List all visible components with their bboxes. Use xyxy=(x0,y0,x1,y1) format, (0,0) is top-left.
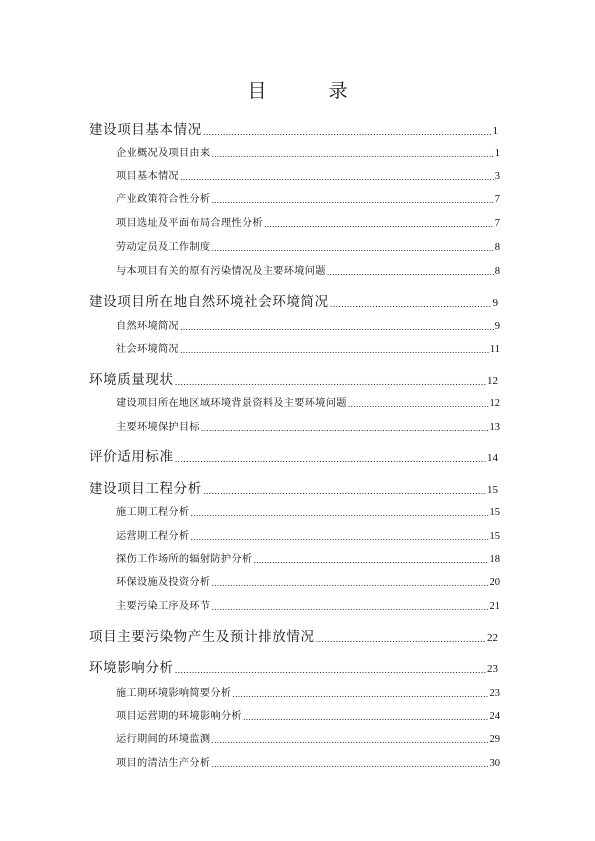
toc-chapter-entry xyxy=(89,368,498,388)
toc-chapter-entry xyxy=(89,477,498,497)
toc-page-number: 8 xyxy=(494,266,500,277)
toc-entry-label: 企业概况及项目由来 xyxy=(116,148,211,159)
toc-dot-leader xyxy=(211,578,488,588)
toc-entry-label: 自然环境简况 xyxy=(116,321,179,332)
toc-entry-label: 与本项目有关的原有污染情况及主要环境问题 xyxy=(116,266,326,277)
toc-section-entry xyxy=(116,707,500,722)
toc-entry-label: 项目运营期的环境影响分析 xyxy=(116,711,242,722)
toc-section-entry xyxy=(116,503,500,518)
toc-section-entry xyxy=(116,144,500,159)
toc-page-number: 11 xyxy=(489,344,500,355)
toc-entry-label: 施工期环境影响简要分析 xyxy=(116,688,232,699)
toc-dot-leader xyxy=(327,267,494,277)
toc-dot-leader xyxy=(316,630,486,644)
toc-section-entry xyxy=(116,418,500,433)
toc-dot-leader xyxy=(243,712,489,722)
toc-dot-leader xyxy=(180,322,494,332)
toc-page-number: 7 xyxy=(494,218,500,229)
toc-page-number: 13 xyxy=(489,422,500,433)
toc-section-entry xyxy=(116,214,500,229)
toc-section-entry xyxy=(116,167,500,182)
toc-entry-label: 主要环境保护目标 xyxy=(116,422,200,433)
toc-entry-label: 环境质量现状 xyxy=(89,372,174,388)
toc-dot-leader xyxy=(175,661,486,675)
toc-dot-leader xyxy=(180,172,494,182)
toc-section-entry xyxy=(116,527,500,542)
toc-dot-leader xyxy=(211,195,493,205)
toc-page-number: 22 xyxy=(487,632,498,644)
toc-entry-label: 产业政策符合性分析 xyxy=(116,194,211,205)
toc-page-number: 8 xyxy=(494,242,500,253)
toc-page-number: 15 xyxy=(489,507,500,518)
page-title xyxy=(0,76,595,103)
toc-entry-label: 建设项目所在地自然环境社会环境简况 xyxy=(89,294,329,310)
toc-chapter-entry xyxy=(89,290,498,310)
toc-dot-leader xyxy=(211,149,493,159)
toc-section-entry xyxy=(116,573,500,588)
toc-section-entry xyxy=(116,684,500,699)
toc-page-number: 12 xyxy=(487,375,498,387)
toc-section-entry xyxy=(116,394,500,409)
toc-entry-label: 环境影响分析 xyxy=(89,660,174,676)
toc-section-entry xyxy=(116,550,500,565)
toc-page-number: 30 xyxy=(489,758,500,769)
toc-dot-leader xyxy=(175,450,486,464)
toc-page-number: 9 xyxy=(492,297,498,309)
toc-section-entry xyxy=(116,262,500,277)
toc-chapter-entry xyxy=(89,118,498,138)
toc-section-entry xyxy=(116,238,500,253)
toc-dot-leader xyxy=(190,532,488,542)
toc-entry-label: 探伤工作场所的辐射防护分析 xyxy=(116,554,253,565)
title-char-2: 录 xyxy=(328,80,348,102)
toc-section-entry xyxy=(116,730,500,745)
toc-section-entry xyxy=(116,754,500,769)
toc-section-entry xyxy=(116,340,500,355)
title-char-1: 目 xyxy=(247,80,267,102)
toc-page-number: 23 xyxy=(487,663,498,675)
toc-entry-label: 劳动定员及工作制度 xyxy=(116,242,211,253)
toc-page-number: 14 xyxy=(487,452,498,464)
toc-section-entry xyxy=(116,190,500,205)
toc-page-number: 15 xyxy=(487,484,498,496)
toc-page-number: 23 xyxy=(489,688,500,699)
toc-page-number: 9 xyxy=(494,321,500,332)
toc-entry-label: 项目基本情况 xyxy=(116,171,179,182)
toc-chapter-entry xyxy=(89,445,498,465)
toc-dot-leader xyxy=(175,373,486,387)
toc-dot-leader xyxy=(203,482,486,496)
toc-dot-leader xyxy=(180,345,489,355)
toc-entry-label: 建设项目所在地区域环境背景资料及主要环境问题 xyxy=(116,398,347,409)
toc-entry-label: 环保设施及投资分析 xyxy=(116,577,211,588)
toc-page-number: 18 xyxy=(489,554,500,565)
toc-dot-leader xyxy=(264,219,494,229)
toc-dot-leader xyxy=(253,555,488,565)
toc-entry-label: 运行期间的环境监测 xyxy=(116,734,211,745)
toc-dot-leader xyxy=(330,295,492,309)
toc-page-number: 1 xyxy=(494,148,500,159)
toc-dot-leader xyxy=(203,123,492,137)
toc-page-number: 29 xyxy=(489,734,500,745)
toc-page-number: 7 xyxy=(494,194,500,205)
toc-dot-leader xyxy=(211,602,488,612)
toc-page-number: 1 xyxy=(492,125,498,137)
toc-dot-leader xyxy=(211,759,488,769)
toc-dot-leader xyxy=(348,399,489,409)
toc-page-number: 3 xyxy=(494,171,500,182)
toc-entry-label: 建设项目基本情况 xyxy=(89,122,202,138)
toc-section-entry xyxy=(116,317,500,332)
toc-page-number: 12 xyxy=(489,398,500,409)
toc-chapter-entry xyxy=(89,656,498,676)
toc-entry-label: 社会环境简况 xyxy=(116,344,179,355)
toc-entry-label: 施工期工程分析 xyxy=(116,507,190,518)
toc-entry-label: 运营期工程分析 xyxy=(116,531,190,542)
toc-chapter-entry xyxy=(89,625,498,645)
toc-entry-label: 主要污染工序及环节 xyxy=(116,601,211,612)
toc-page-number: 24 xyxy=(489,711,500,722)
toc-section-entry xyxy=(116,597,500,612)
toc-entry-label: 项目的清洁生产分析 xyxy=(116,758,211,769)
toc-entry-label: 建设项目工程分析 xyxy=(89,481,202,497)
toc-page-number: 20 xyxy=(489,577,500,588)
toc-dot-leader xyxy=(211,243,493,253)
toc-dot-leader xyxy=(201,423,489,433)
toc-dot-leader xyxy=(190,508,488,518)
toc-page-number: 15 xyxy=(489,531,500,542)
toc-entry-label: 项目选址及平面布局合理性分析 xyxy=(116,218,263,229)
toc-page-number: 21 xyxy=(489,601,500,612)
toc-entry-label: 评价适用标准 xyxy=(89,449,174,465)
toc-entry-label: 项目主要污染物产生及预计排放情况 xyxy=(89,629,315,645)
toc-dot-leader xyxy=(211,735,488,745)
toc-dot-leader xyxy=(232,689,488,699)
